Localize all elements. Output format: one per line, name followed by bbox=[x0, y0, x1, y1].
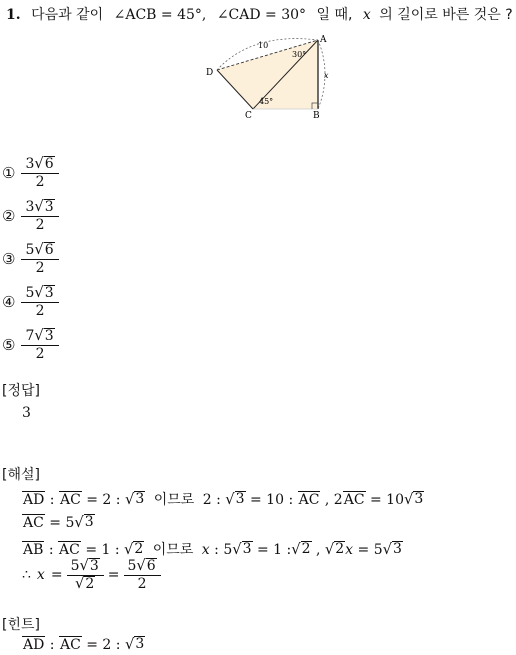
explanation-line-3: AB : AC = 1 : √ 2 이므로 x : 5 √ 3 = 1 : √ 2 , √ 2 x = 5 √ 3 bbox=[23, 541, 402, 558]
question-number: 1. bbox=[6, 7, 21, 23]
option-4[interactable] bbox=[2, 285, 57, 319]
label-30: 30° bbox=[292, 50, 307, 59]
option-3[interactable] bbox=[2, 242, 57, 276]
option-mark: ② bbox=[2, 207, 16, 225]
label-x: x bbox=[324, 71, 329, 80]
option-mark: ④ bbox=[2, 293, 16, 311]
option-fraction: 5 √ 3 2 bbox=[23, 285, 56, 319]
label-45: 45° bbox=[259, 97, 274, 106]
label-A: A bbox=[320, 35, 327, 45]
option-fraction: 5 √ 6 2 bbox=[23, 242, 56, 276]
answer-label: [정답] bbox=[2, 383, 40, 399]
option-fraction: 3 √ 6 2 bbox=[23, 156, 56, 190]
answer-value: 3 bbox=[22, 405, 31, 421]
triangle-figure bbox=[200, 30, 340, 122]
option-fraction: 7 √ 3 2 bbox=[23, 328, 56, 362]
option-5[interactable] bbox=[2, 328, 57, 362]
option-fraction: 3 √ 3 2 bbox=[23, 199, 56, 233]
option-mark: ③ bbox=[2, 250, 16, 268]
hint-line: AD : AC = 2 : √ 3 bbox=[23, 636, 145, 653]
option-1[interactable] bbox=[2, 156, 57, 190]
option-mark: ⑤ bbox=[2, 336, 16, 354]
label-B: B bbox=[313, 111, 320, 121]
explanation-line-4: ∴ x = 5 √ 3 √ 2 = 5 √ 6 2 bbox=[22, 558, 159, 593]
hint-label: [힌트] bbox=[2, 617, 40, 633]
label-C: C bbox=[245, 111, 252, 121]
explanation-line-2: AC = 5 √ 3 bbox=[23, 514, 94, 531]
option-mark: ① bbox=[2, 164, 16, 182]
option-2[interactable] bbox=[2, 199, 57, 233]
question-line: 1. 다음과 같이 ∠ACB = 45°, ∠CAD = 30° 일 때, x 의 길이로 바른 것은 ? bbox=[6, 7, 513, 23]
explanation-line-1: AD : AC = 2 : √ 3 이므로 2 : √ 3 = 10 : AC , 2AC = 10 √ 3 bbox=[23, 491, 424, 508]
explanation-label: [해설] bbox=[2, 467, 40, 483]
label-D: D bbox=[206, 68, 214, 78]
label-ten: 10 bbox=[258, 41, 269, 50]
